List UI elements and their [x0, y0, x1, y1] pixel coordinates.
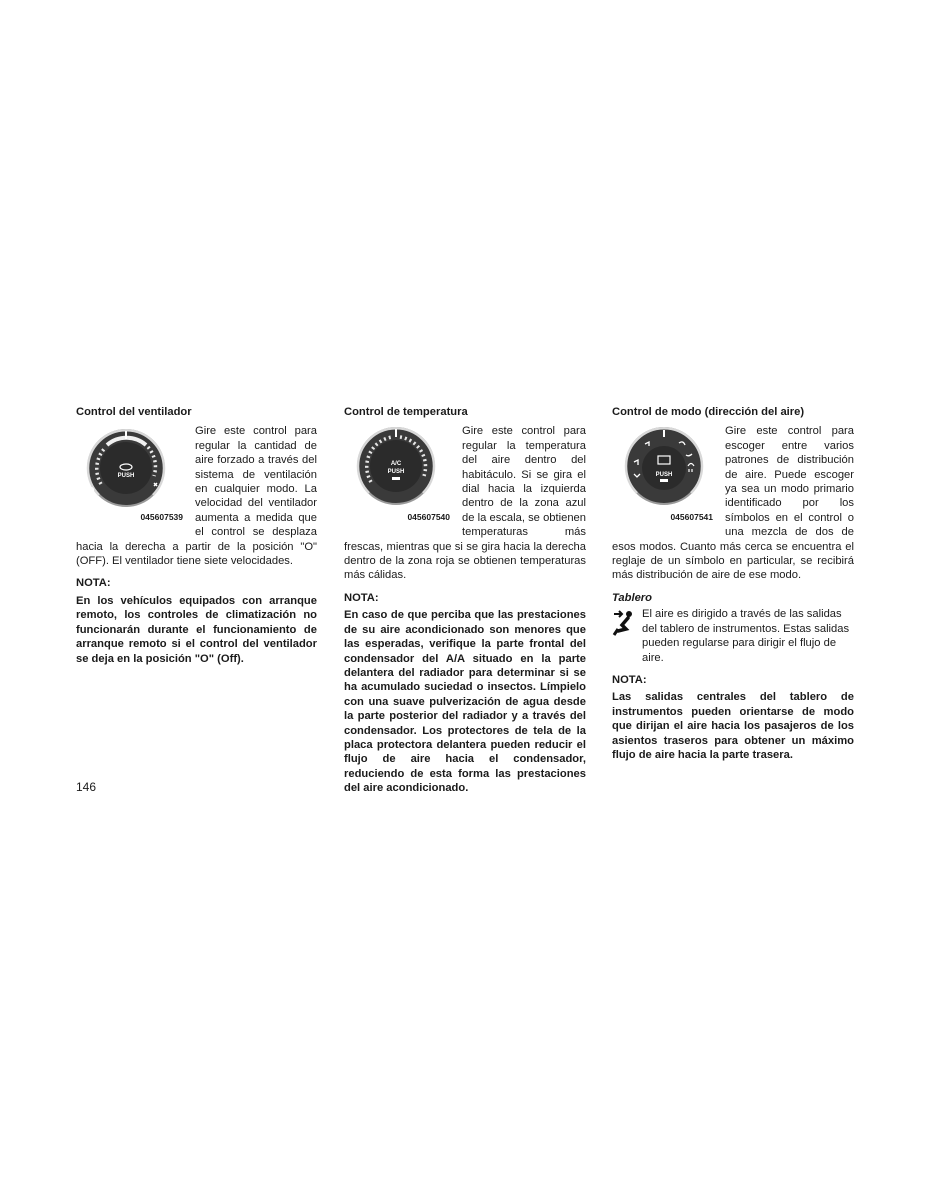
ac-indicator — [392, 477, 400, 480]
push-label: PUSH — [655, 472, 673, 479]
push-label: PUSH — [117, 473, 135, 480]
fan-dial-figure — [76, 424, 187, 524]
note-text: En caso de que perciba que las prestaciones de su aire acondicionado son menores que las esperadas, verifique la parte frontal del condensador del A/A situado en la parte delantera del radiador para determinar si se ha acumulado suciedad o insectos. Límpielo con una suave pulverización de agua desde la parte posterior del radiador y a través del condensador. Los protectores de tela de la placa protectora delantera pueden reducir el flujo de aire hacia el condensador, reduciendo de esta forma las prestaciones del aire acondicionado. — [344, 609, 586, 795]
page-number: 146 — [76, 780, 97, 794]
note-label: NOTA: — [76, 577, 111, 590]
tablero-text: El aire es dirigido a través de las salidas del tablero de instrumentos. Estas salidas pueden regularse para dirigir el flujo de aire. — [642, 608, 850, 664]
mode-dial-figure — [612, 424, 717, 524]
figure-id: 045607539 — [140, 512, 183, 522]
mode-indicator — [660, 479, 668, 482]
note-label: NOTA: — [612, 673, 647, 686]
note-text: En los vehículos equipados con arranque remoto, los controles de climatización no funcionarán durante el funcionamiento de arranque remoto si el control del ventilador se deja en la posición "O" (Off). — [76, 594, 317, 665]
section-paragraph: Gire este control para regular la temperatura del aire dentro del habitáculo. Si se gira el dial hacia la izquierda dentro de la zona azul de la escala, se obtienen temperaturas más frescas, mientras que si se gira hacia la derecha dentro de la zona roja se obtienen temperaturas más cálidas. — [344, 425, 586, 582]
section-paragraph: Gire este control para escoger entre varios patrones de distribución de aire. Puede escoger ya sea un modo primario identificado por los símbolos en el control o una mezcla de dos de esos modos. Cuanto más cerca se encuentra el reglaje de un símbolo en particular, se recibirá más distribución de aire de ese modo. — [612, 425, 854, 582]
column-fan-control — [76, 405, 317, 666]
column-temperature-control — [344, 405, 586, 796]
off-marker — [89, 488, 94, 493]
section-paragraph: Gire este control para regular la cantidad de aire forzado a través del sistema de ventilación en cualquier modo. La velocidad del ventilador aumenta a medida que el control se desplaza hacia la derecha a partir de la posición "O" (OFF). El ventilador tiene siete velocidades. — [76, 425, 317, 568]
section-heading: Control de temperatura — [344, 406, 468, 418]
tablero-subheading: Tablero — [612, 591, 652, 604]
section-heading: Control del ventilador — [76, 406, 192, 418]
tablero-row — [612, 607, 854, 665]
panel-airflow-icon — [612, 607, 638, 665]
push-label: PUSH — [387, 469, 405, 476]
column-mode-control — [612, 405, 854, 762]
temperature-dial-figure — [344, 424, 454, 524]
note-label: NOTA: — [344, 591, 379, 604]
fan-icon — [154, 483, 157, 486]
note-text: Las salidas centrales del tablero de instrumentos pueden orientarse de modo que dirijan el aire hacia los pasajeros de los asientos traseros para obtener un máximo flujo de aire hacia la parte trasera. — [612, 691, 854, 761]
ac-label: A/C — [390, 461, 402, 468]
section-heading: Control de modo (dirección del aire) — [612, 406, 805, 418]
figure-id: 045607541 — [670, 512, 713, 522]
figure-id: 045607540 — [407, 512, 450, 522]
